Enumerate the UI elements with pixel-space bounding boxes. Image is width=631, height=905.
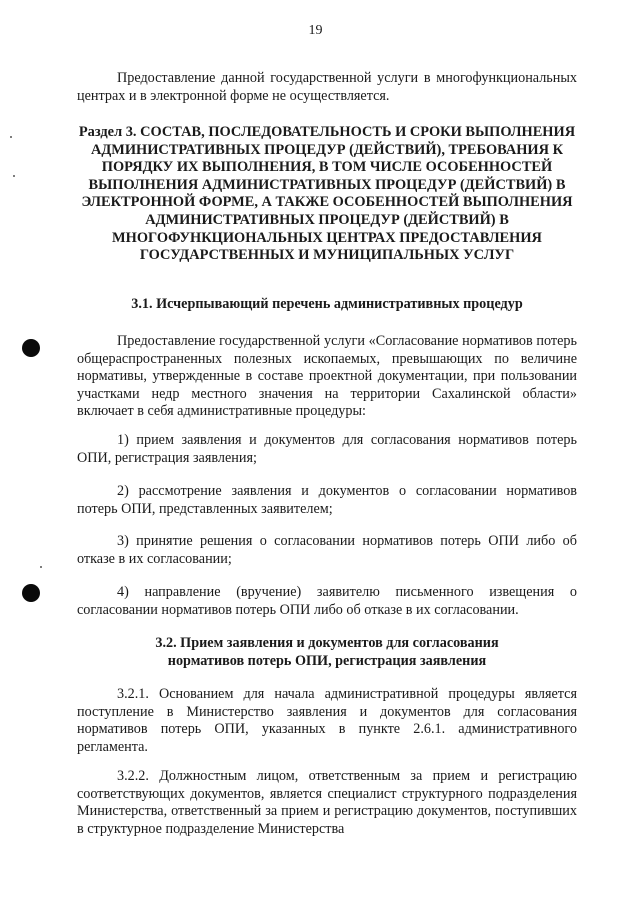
intro-paragraph <box>77 70 577 105</box>
list-item-3 <box>77 533 577 568</box>
intro-text: Предоставление данной государственной услуги в многофункциональных центрах и в электронной форме не осуществляется. <box>77 70 577 104</box>
subheading-3-2-line1: 3.2. Прием заявления и документов для согласования <box>155 635 499 651</box>
list-item-4-text: 4) направление (вручение) заявителю письменного извещения о согласовании нормативов потерь ОПИ либо об отказе в их согласовании. <box>77 584 577 618</box>
paragraph-3-2-2-text: 3.2.2. Должностным лицом, ответственным за прием и регистрацию соответствующих документов, является специалист структурного подразделения Министерства, ответственный за прием и регистрацию документов, поступивших в структурное подразделение Министерства <box>77 768 577 837</box>
list-item-3-text: 3) принятие решения о согласовании нормативов потерь ОПИ либо об отказе в их согласовании; <box>77 533 577 567</box>
paragraph-3-1-text: Предоставление государственной услуги «Согласование нормативов потерь общераспространенных полезных ископаемых, превышающих по величине нормативы, утвержденные в составе проектной документации, при пользовании участками недр местного значения на территории Сахалинской области» включает в себя административные процедуры: <box>77 333 577 420</box>
paragraph-3-2-2 <box>77 768 577 838</box>
list-item-2-text: 2) рассмотрение заявления и документов о согласовании нормативов потерь ОПИ, представленных заявителем; <box>77 483 577 517</box>
list-item-4 <box>77 584 577 619</box>
punch-hole-bottom <box>22 584 40 602</box>
scan-speck <box>40 566 42 568</box>
list-item-1 <box>77 432 577 467</box>
paragraph-3-2-1 <box>77 686 577 756</box>
page-number: 19 <box>308 23 323 38</box>
scan-speck <box>10 136 12 138</box>
punch-hole-top <box>22 339 40 357</box>
paragraph-3-2-1-text: 3.2.1. Основанием для начала административной процедуры является поступление в Министерство заявления и документов для согласования нормативов потерь ОПИ, указанных в пункте 2.6.1. административного регламента. <box>77 686 577 755</box>
paragraph-3-1 <box>77 333 577 421</box>
scan-speck <box>13 175 15 177</box>
subheading-3-2 <box>77 635 577 670</box>
list-item-1-text: 1) прием заявления и документов для согласования нормативов потерь ОПИ, регистрация заявления; <box>77 432 577 466</box>
subheading-3-1: 3.1. Исчерпывающий перечень административных процедур <box>131 296 523 312</box>
list-item-2 <box>77 483 577 518</box>
subheading-3-2-line2: нормативов потерь ОПИ, регистрация заявления <box>167 652 487 669</box>
section-heading: Раздел 3. СОСТАВ, ПОСЛЕДОВАТЕЛЬНОСТЬ И СРОКИ ВЫПОЛНЕНИЯ АДМИНИСТРАТИВНЫХ ПРОЦЕДУР (ДЕЙСТВИЙ), ТРЕБОВАНИЯ К ПОРЯДКУ ИХ ВЫПОЛНЕНИЯ, В ТОМ ЧИСЛЕ ОСОБЕННОСТЕЙ ВЫПОЛНЕНИЯ АДМИНИСТРАТИВНЫХ ПРОЦЕДУР (ДЕЙСТВИЙ) В ЭЛЕКТРОННОЙ ФОРМЕ, А ТАКЖЕ ОСОБЕННОСТЕЙ ВЫПОЛНЕНИЯ АДМИНИСТРАТИВНЫХ ПРОЦЕДУР (ДЕЙСТВИЙ) В МНОГОФУНКЦИОНАЛЬНЫХ ЦЕНТРАХ ПРЕДОСТАВЛЕНИЯ ГОСУДАРСТВЕННЫХ И МУНИЦИПАЛЬНЫХ УСЛУГ <box>78 124 576 264</box>
